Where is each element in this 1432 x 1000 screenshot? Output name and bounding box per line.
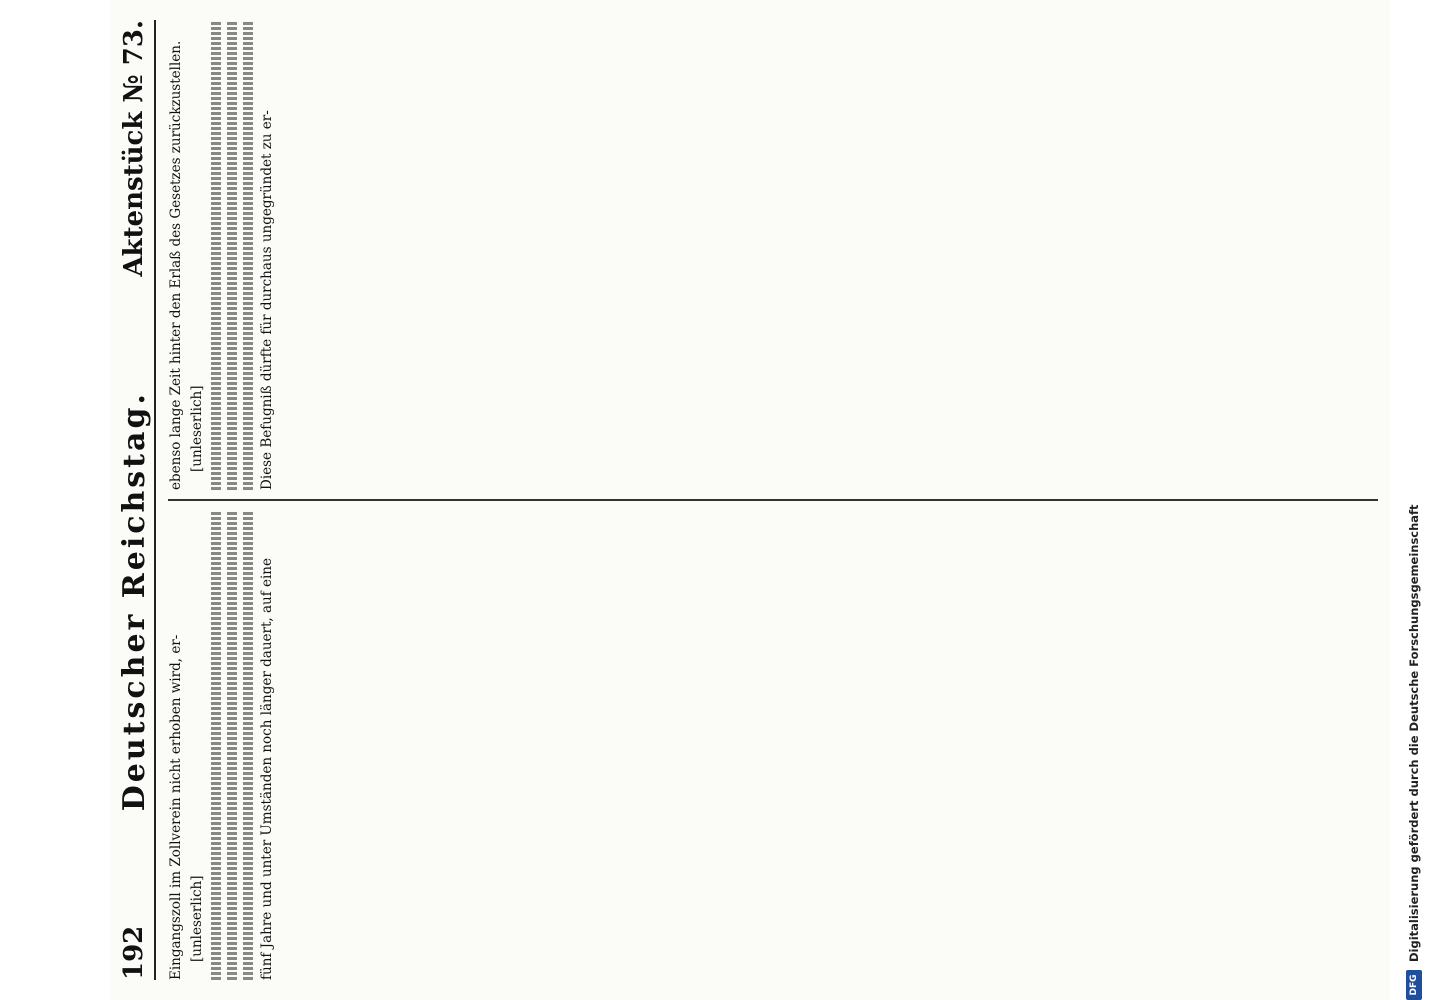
illegible-text-block bbox=[211, 510, 221, 980]
footer-text: Digitalisierung gefördert durch die Deutsche Forschungsgemeinschaft bbox=[1407, 504, 1421, 962]
page-number: 192 bbox=[119, 925, 149, 980]
illegible-text-block bbox=[227, 20, 237, 490]
right-column-body: [unleserlich] bbox=[188, 385, 205, 472]
right-column-opening-line: ebenso lange Zeit hinter den Erlaß des Gesetzes zurückzustellen. bbox=[168, 40, 184, 490]
left-column-opening-line: Eingangszoll im Zollverein nicht erhoben wird, er- bbox=[168, 634, 184, 980]
illegible-text-block bbox=[243, 20, 253, 490]
illegible-text-block bbox=[211, 20, 221, 490]
left-column-closing-line: fünf Jahre und unter Umständen noch länger dauert, auf eine bbox=[259, 558, 276, 980]
dfg-logo: DFG bbox=[1406, 970, 1422, 1000]
digitization-footer bbox=[1402, 360, 1426, 1000]
illegible-text-block bbox=[227, 510, 237, 980]
left-column bbox=[168, 510, 1378, 980]
left-column-body: [unleserlich] bbox=[188, 875, 205, 962]
page-header bbox=[114, 20, 156, 980]
right-column bbox=[168, 20, 1378, 490]
right-column-closing-line: Diese Befugniß dürfte für durchaus ungegründet zu er- bbox=[259, 110, 276, 490]
issue-number: Aktenstück № 73. bbox=[119, 20, 149, 277]
illegible-text-block bbox=[243, 510, 253, 980]
running-head: Deutscher Reichstag. bbox=[116, 391, 152, 812]
column-divider bbox=[168, 499, 1378, 501]
document-page bbox=[110, 0, 1390, 1000]
